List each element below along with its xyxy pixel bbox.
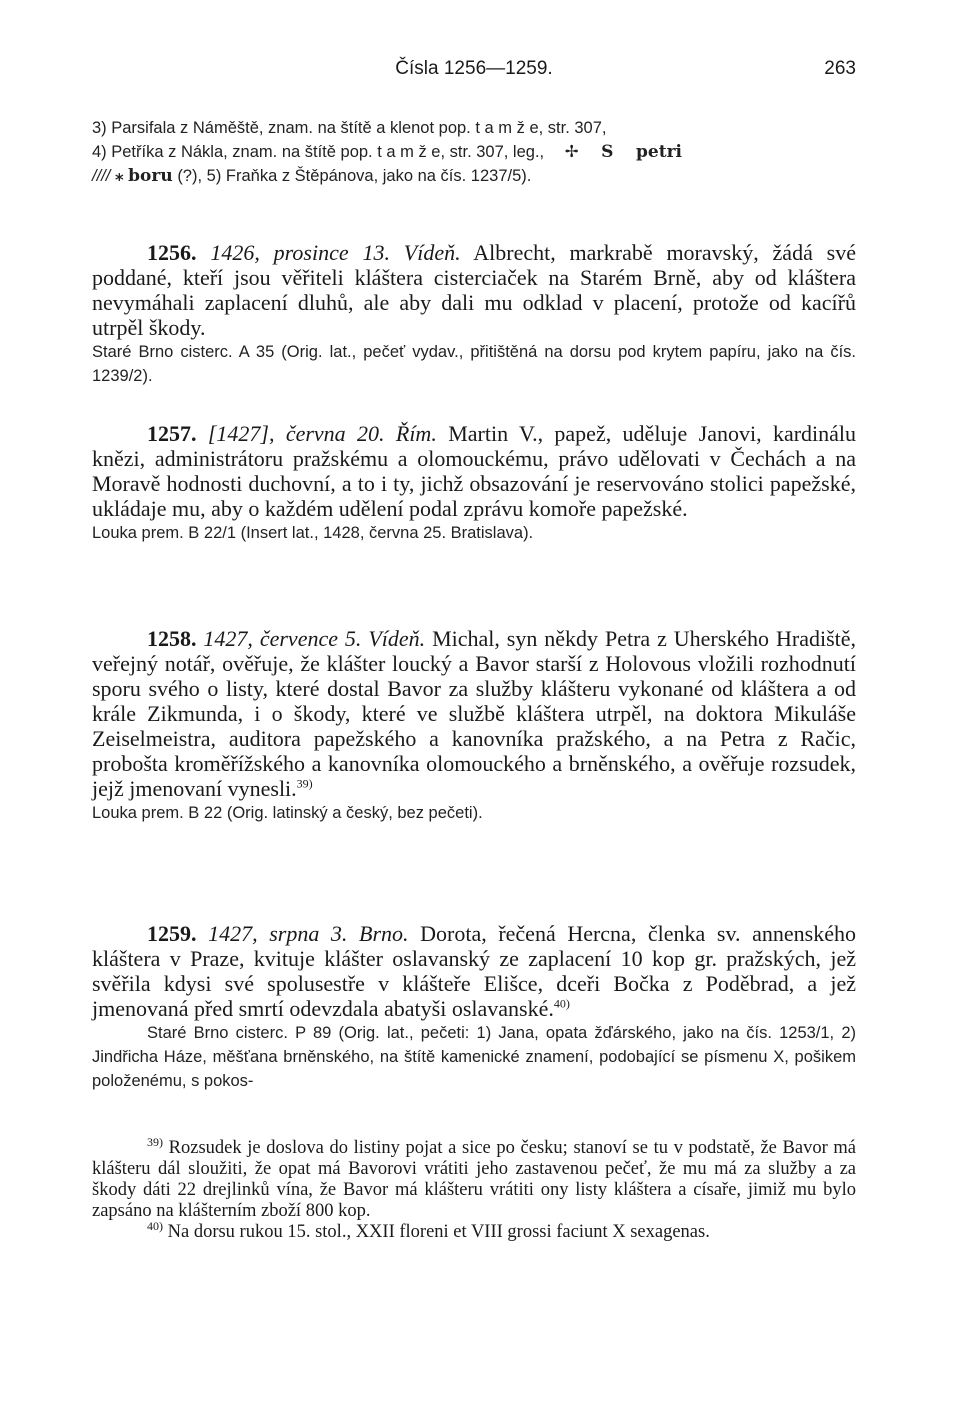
entry-source: Staré Brno cisterc. P 89 (Orig. lat., pečeti: 1) Jana, opata žďárského, jako na čís. 1253/1, 2) Jindřicha Háze, měšťana brněnského, na štítě kamenické znamení, podobající se písmenu X, pošikem položenému, s pokos- — [92, 1024, 856, 1090]
footnote-39 — [92, 1134, 856, 1222]
blackletter-petri: petri — [636, 142, 682, 162]
blackletter-boru: boru — [128, 166, 173, 186]
footnote-mark: 40) — [147, 1218, 163, 1233]
entry-date: [1427], června 20. Řím. — [207, 421, 437, 446]
footnote-40 — [92, 1218, 856, 1243]
entry-body — [92, 240, 856, 340]
footnote-mark: 39) — [147, 1134, 163, 1149]
footnotes — [92, 1134, 856, 1243]
entry-body — [92, 421, 856, 521]
note-line-1: 3) Parsifala z Náměště, znam. na štítě a klenot pop. t a m ž e, str. 307, — [92, 119, 607, 137]
star-mark: ⁎ — [114, 166, 124, 185]
cross-mark: ✢ — [564, 142, 579, 161]
entry-text: Michal, syn někdy Petra z Uherského Hradiště, veřejný notář, ověřuje, že klášter loucký a Bavor starší z Holovous vložili rozhodnutí sporu svého o listy, které dostal Bavor za služby klášteru vykonané od kláštera a od krále Zikmunda, i o škody, které ve službě kláštera utrpěl, na doktora Mikuláše Zeiselmeistra, auditora papežského a kanovníka pražského, a na Petra z Račic, probošta kroměřížského a kanovníka olomouckého a brněnského, a ověřuje rozsudek, jejž jmenovaní vynesli. — [92, 626, 857, 801]
blackletter-s: S — [601, 142, 614, 162]
entry-text: Martin V., papež, uděluje Janovi, kardinálu knězi, administrátoru pražskému a olomouckému, právo udělovati v Čechách a na Moravě hodnosti duchovní, a to i ty, jichž obsazování je reservováno stolici papežské, ukládaje mu, aby o každém udělení podal zprávu komoře papežské. — [92, 421, 857, 521]
entry-date: 1427, srpna 3. Brno. — [208, 921, 409, 946]
entry-source: Louka prem. B 22/1 (Insert lat., 1428, června 25. Bratislava). — [92, 524, 534, 542]
previous-entry-note — [92, 116, 856, 188]
header-title: Čísla 1256—1259. — [395, 58, 553, 79]
note-line-2: 4) Petříka z Nákla, znam. na štítě pop. t a m ž e, str. 307, leg., ✢ S petri — [92, 142, 682, 162]
footnote-ref: 40) — [553, 996, 570, 1011]
entry-number: 1257. — [147, 421, 197, 446]
entry-source: Staré Brno cisterc. A 35 (Orig. lat., pečeť vydav., přitištěná na dorsu pod krytem papíru, jako na čís. 1239/2). — [92, 343, 856, 385]
running-header — [92, 58, 856, 88]
entry-body — [92, 921, 856, 1021]
entry-source: Louka prem. B 22 (Orig. latinský a český, bez pečeti). — [92, 804, 483, 822]
entry-body — [92, 626, 856, 801]
entry-1259 — [92, 921, 856, 1093]
entry-text: Dorota, řečená Hercna, členka sv. annenského kláštera v Praze, kvituje klášter oslavanský ze zaplacení 10 kop gr. pražských, jež svěřila kdysi své spolusestře v klášteře Elišce, dceři Bočka z Poděbrad, a jež jmenovaná před smrtí odevzdala abatyši oslavanské. — [92, 921, 857, 1021]
entry-number: 1258. — [147, 626, 197, 651]
entry-1256 — [92, 240, 856, 388]
page — [92, 0, 856, 1407]
entry-text: Albrecht, markrabě moravský, žádá své poddané, kteří jsou věřiteli kláštera cisterciaček na Starém Brně, aby od kláštera nevymáhali zaplacení dluhů, ale aby dali mu odklad v placení, protože od kacířů utrpěl škody. — [92, 240, 857, 340]
entry-1258 — [92, 626, 856, 825]
footnote-text: Na dorsu rukou 15. stol., XXII floreni et VIII grossi faciunt X sexagenas. — [167, 1222, 710, 1242]
entry-number: 1256. — [147, 240, 197, 265]
entry-number: 1259. — [147, 921, 197, 946]
footnote-text: Rozsudek je doslova do listiny pojat a sice po česku; stanoví se tu v podstatě, že Bavor má klášteru dál sloužiti, že opat má Bavorovi vrátiti jeho zastavenou pečeť, že mu má za služby a za škody dáti 22 drejlinků vína, že Bavor má klášteru vrátiti ony listy kláštera a císaře, jimiž mu bylo zapsáno na klášterním zboží 800 kop. — [92, 1138, 856, 1221]
footnote-ref: 39) — [296, 776, 313, 791]
entry-date: 1427, července 5. Vídeň. — [203, 626, 426, 651]
entry-1257 — [92, 421, 856, 545]
entry-date: 1426, prosince 13. Vídeň. — [210, 240, 461, 265]
page-number: 263 — [824, 58, 856, 79]
note-line-3: //// ⁎ boru (?), 5) Fraňka z Štěpánova, jako na čís. 1237/5). — [92, 166, 532, 186]
